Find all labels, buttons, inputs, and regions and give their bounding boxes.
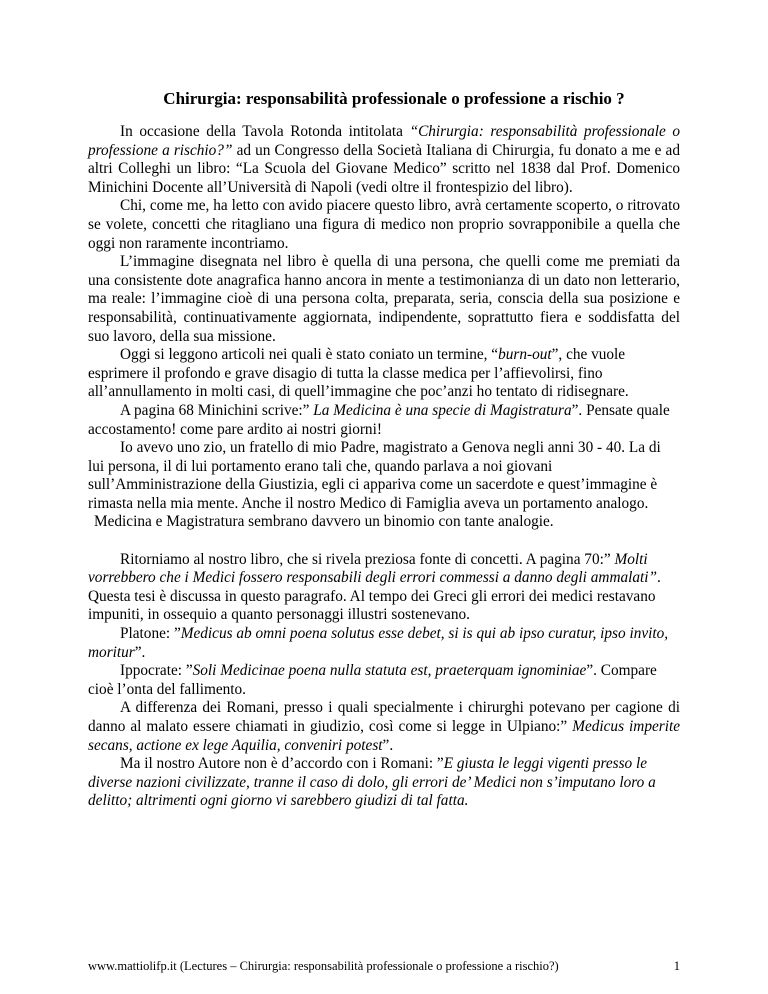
footer-source: www.mattiolifp.it (Lectures – Chirurgia: responsabilità professionale o professione a rischio?) bbox=[88, 959, 559, 973]
paragraph-3: L’immagine disegnata nel libro è quella di una persona, che quelli come me premiati da una consistente dote anagrafica hanno ancora in mente a testimonianza di un dato non letterario, ma reale: l’immagine cioè di una persona colta, preparata, seria, conscia della sua posizione e responsabilità, continuativamente aggiornata, indipendente, soprattutto fiera e soddisfatta del suo lavoro, della sua missione. bbox=[88, 253, 680, 345]
text-run: Platone: ” bbox=[120, 625, 181, 643]
italic-text: E giusta le leggi vigenti presso le diverse nazioni civilizzate, tranne il caso di dolo, gli errori de’ Medici non s’imputano loro a delitto; altrimenti ogni giorno vi sarebbero giudizi di tal fatta. bbox=[88, 755, 656, 810]
text-run: A differenza dei Romani, presso i quali specialmente i chirurghi potevano per cagione di danno al malato essere chiamati in giudizio, così come si legge in Ulpiano:” bbox=[88, 699, 680, 735]
text-run: Ma il nostro Autore non è d’accordo con i Romani: ” bbox=[120, 755, 444, 773]
italic-text: Medicus ab omni poena solutus esse debet, si is qui ab ipso curatur, ipso invito, moritur bbox=[88, 625, 669, 661]
paragraph-12 bbox=[88, 755, 680, 811]
text-run: ”. Pensate quale accostamento! come pare ardito ai nostri giorni! bbox=[88, 401, 670, 438]
paragraph-gap bbox=[88, 532, 680, 551]
paragraph-7: Medicina e Magistratura sembrano davvero un binomio con tante analogie. bbox=[94, 513, 554, 531]
paragraph-2: Chi, come me, ha letto con avido piacere questo libro, avrà certamente scoperto, o ritrovato se volete, concetti che ritagliano una figura di medico non proprio sovrapponibile a quella che oggi non raramente incontriamo. bbox=[88, 197, 680, 252]
document-page bbox=[88, 88, 680, 811]
italic-text: burn-out bbox=[498, 346, 552, 364]
text-run: Oggi si leggono articoli nei quali è stato coniato un termine, “ bbox=[120, 346, 499, 364]
text-run: . Questa tesi è discussa in questo paragrafo. Al tempo dei Greci gli errori dei medici restavano impuniti, in ossequio a quanto personaggi illustri sostenevano. bbox=[88, 569, 661, 624]
text-run: Ritorniamo al nostro libro, che si rivela preziosa fonte di concetti. A pagina 70:” bbox=[120, 550, 615, 568]
paragraph-6: Io avevo uno zio, un fratello di mio Padre, magistrato a Genova negli anni 30 - 40. La di lui persona, il di lui portamento erano tali che, quando parlava a noi giovani sull’Amministrazione della Giustizia, egli ci appariva come un sacerdote e quest’immagine è rimasta nella mia mente. Anche il nostro Medico di Famiglia aveva un portamento analogo. bbox=[88, 439, 661, 512]
text-run: ad un Congresso della Società Italiana di Chirurgia, fu donato a me e ad altri Colleghi un libro: “La Scuola del Giovane Medico” scritto nel 1838 dal Prof. Domenico Minichini Docente all’Università di Napoli (vedi oltre il frontespizio del libro). bbox=[88, 141, 680, 196]
paragraph-8 bbox=[88, 551, 680, 625]
paragraph-1 bbox=[88, 123, 680, 197]
document-title: Chirurgia: responsabilità professionale o professione a rischio ? bbox=[163, 89, 625, 108]
text-run: Ippocrate: ” bbox=[120, 662, 193, 680]
text-run: ”, che vuole esprimere il profondo e grave disagio di tutta la classe medica per l’affievolirsi, fino all’annullamento in molti casi, di quell’immagine che poc’anzi ho tentato di ridisegnare. bbox=[88, 346, 629, 401]
italic-text: “Chirurgia: responsabilità professionale o professione a rischio?” bbox=[88, 123, 680, 159]
text-run: ”. Compare cioè l’onta del fallimento. bbox=[88, 662, 657, 698]
page-number: 1 bbox=[673, 959, 680, 973]
italic-text: La Medicina è una specie di Magistratura bbox=[313, 401, 572, 419]
paragraph-9 bbox=[88, 625, 680, 662]
page-footer bbox=[88, 958, 680, 974]
text-run: A pagina 68 Minichini scrive:” bbox=[120, 401, 314, 419]
text-run: ”. bbox=[134, 643, 146, 661]
italic-text: Soli Medicinae poena nulla statuta est, praeterquam ignominiae bbox=[192, 662, 587, 680]
paragraph-10 bbox=[88, 662, 680, 699]
paragraph-5 bbox=[88, 402, 680, 439]
italic-text: Molti vorrebbero che i Medici fossero responsabili degli errori commessi a danno degli ammalati” bbox=[88, 550, 658, 587]
paragraph-11 bbox=[88, 699, 680, 755]
italic-text: Medicus imperite secans, actione ex lege Aquilia, conveniri potest bbox=[88, 718, 680, 754]
paragraph-4 bbox=[88, 346, 680, 402]
text-run: ”. bbox=[382, 736, 394, 754]
text-run: In occasione della Tavola Rotonda intitolata bbox=[120, 123, 410, 140]
